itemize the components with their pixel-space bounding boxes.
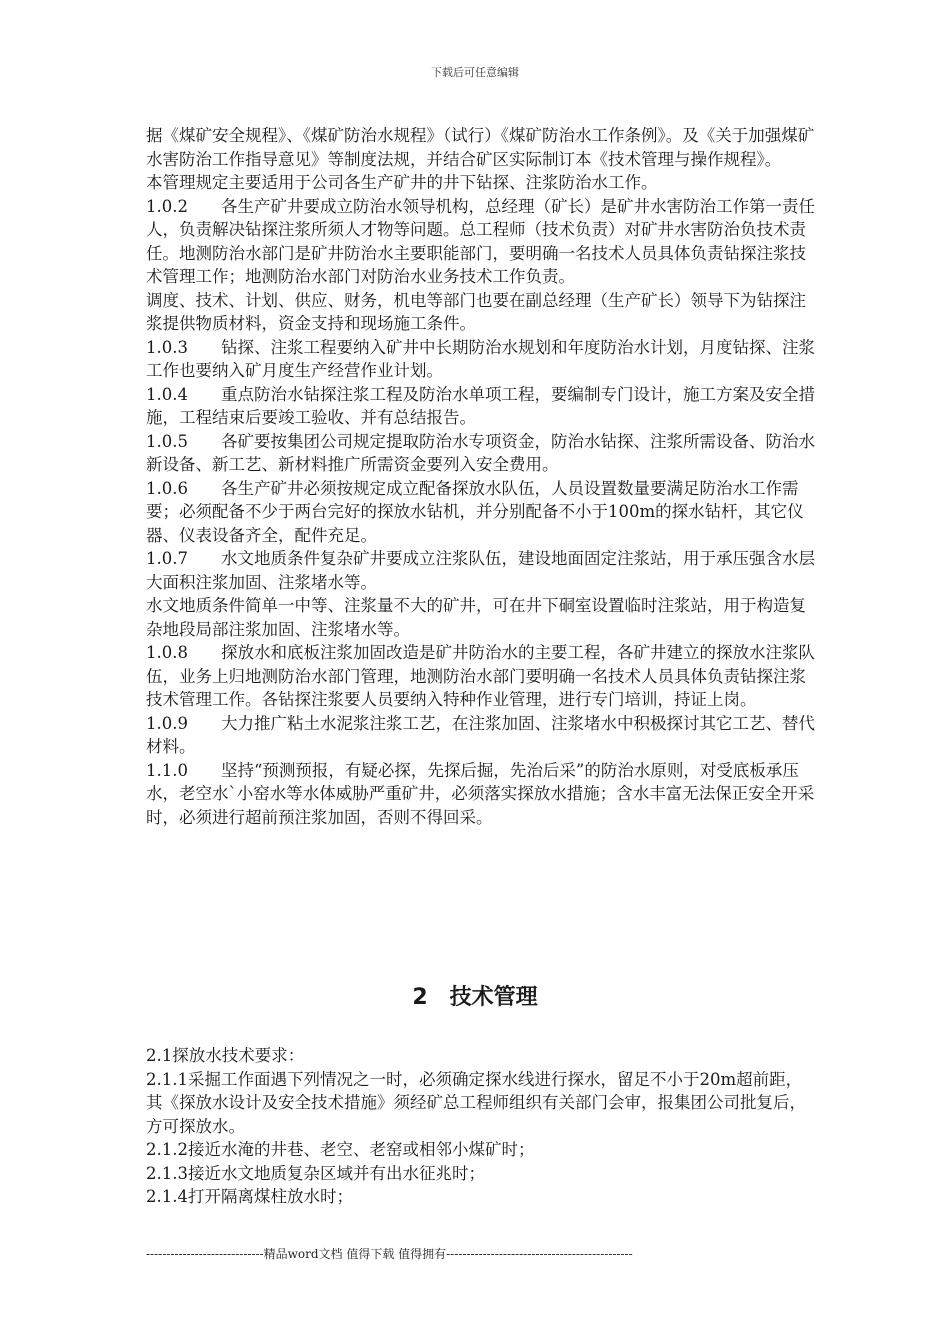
paragraph: 水文地质条件简单一中等、注浆量不大的矿井，可在井下硐室设置临时注浆站，用于构造复杂地段局部注浆加固、注浆堵水等。 xyxy=(146,596,806,639)
paragraph: 1.0.7 水文地质条件复杂矿井要成立注浆队伍，建设地面固定注浆站，用于承压强含水层大面积注浆加固、注浆堵水等。 xyxy=(146,549,815,592)
page-footer: -----------------------------精品word文档 值得下载 值得拥有---------------------------------------------- xyxy=(146,1247,633,1261)
body-text xyxy=(146,124,816,829)
section-line: 2.1.1采掘工作面遇下列情况之一时，必须确定探水线进行探水，留足不小于20m超前距，其《探放水设计及安全技术措施》须经矿总工程师组织有关部门会审，报集团公司批复后，方可探放水。 xyxy=(146,1069,806,1136)
paragraph: 本管理规定主要适用于公司各生产矿井的井下钻探、注浆防治水工作。 xyxy=(146,173,658,192)
paragraph: 1.0.6 各生产矿井必须按规定成立配备探放水队伍，人员设置数量要满足防治水工作需要；必须配备不少于两台完好的探放水钻机，并分别配备不小于100m的探水钻杆，其它仪器、仪表设备齐全，配件充足。 xyxy=(146,478,804,545)
section-line: 2.1.3接近水文地质复杂区域并有出水征兆时； xyxy=(146,1163,485,1183)
paragraph: 1.0.2 各生产矿井要成立防治水领导机构，总经理（矿长）是矿井水害防治工作第一责任人，负责解决钻探注浆所须人才物等问题。总工程师（技术负责）对矿井水害防治负技术责任。地测防治水部门是矿井防治水主要职能部门，要明确一名技术人员具体负责钻探注浆技术管理工作；地测防治水部门对防治水业务技术工作负责。 xyxy=(146,196,815,286)
paragraph: 1.0.5 各矿要按集团公司规定提取防治水专项资金，防治水钻探、注浆所需设备、防治水新设备、新工艺、新材料推广所需资金要列入安全费用。 xyxy=(146,431,815,474)
paragraph: 1.0.3 钻探、注浆工程要纳入矿井中长期防治水规划和年度防治水计划，月度钻探、注浆工作也要纳入矿月度生产经营作业计划。 xyxy=(146,337,815,380)
section-heading: 2 技术管理 xyxy=(412,985,538,1010)
paragraph: 1.0.4 重点防治水钻探注浆工程及防治水单项工程，要编制专门设计，施工方案及安全措施，工程结束后要竣工验收、并有总结报告。 xyxy=(146,384,815,427)
paragraph: 调度、技术、计划、供应、财务，机电等部门也要在副总经理（生产矿长）领导下为钻探注浆提供物质材料，资金支持和现场施工条件。 xyxy=(146,290,806,333)
paragraph: 1.0.9 大力推广粘土水泥浆注浆工艺，在注浆加固、注浆堵水中积极探讨其它工艺、替代材料。 xyxy=(146,713,815,756)
paragraph: 1.0.8 探放水和底板注浆加固改造是矿井防治水的主要工程，各矿井建立的探放水注浆队伍，业务上归地测防治水部门管理，地测防治水部门要明确一名技术人员具体负责钻探注浆技术管理工作。各钻探注浆要人员要纳入特种作业管理，进行专门培训，持证上岗。 xyxy=(146,643,815,709)
section-text xyxy=(146,1044,816,1209)
section-line: 2.1.4打开隔离煤柱放水时； xyxy=(146,1187,353,1206)
paragraph: 据《煤矿安全规程》、《煤矿防治水规程》（试行）《煤矿防治水工作条例》。及《关于加强煤矿水害防治工作指导意见》等制度法规，并结合矿区实际制订本《技术管理与操作规程》。 xyxy=(146,126,815,169)
page-header: 下载后可任意编辑 xyxy=(431,66,519,79)
section-line: 2.1探放水技术要求： xyxy=(146,1046,305,1065)
section-line: 2.1.2接近水淹的井巷、老空、老窑或相邻小煤矿时； xyxy=(146,1140,535,1159)
paragraph: 1.1.0 坚持“预测预报，有疑必探，先探后掘，先治后采”的防治水原则，对受底板承压水，老空水`小窑水等水体威胁严重矿井，必须落实探放水措施；含水丰富无法保正安全开采时，必须进行超前预注浆加固，否则不得回采。 xyxy=(146,760,815,827)
